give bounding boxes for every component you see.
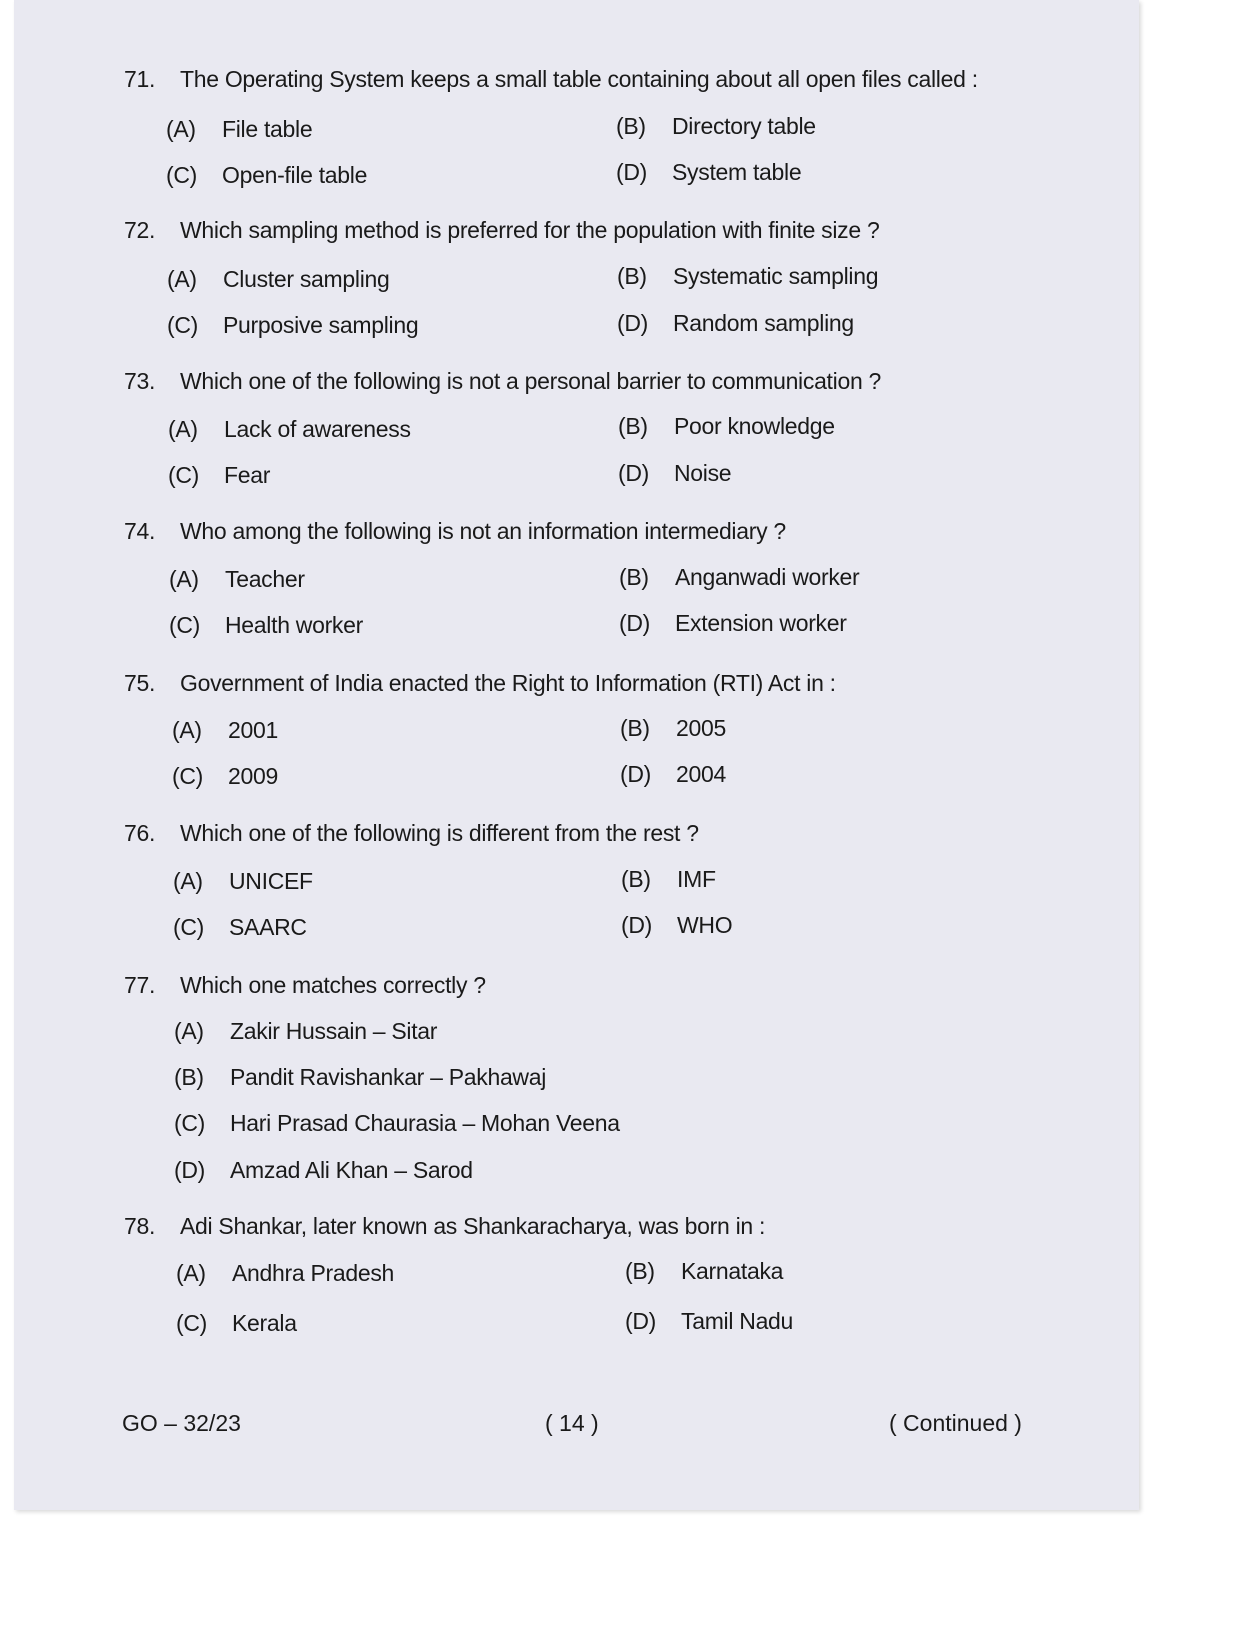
option-text: Purposive sampling (223, 312, 419, 338)
question-text: Which sampling method is preferred for the population with finite size ? (180, 217, 880, 243)
option-75-d (620, 761, 726, 788)
option-text: Extension worker (675, 610, 847, 636)
question-number: 73. (124, 368, 156, 394)
option-text: Kerala (232, 1310, 297, 1336)
option-text: 2005 (676, 715, 726, 741)
option-label: (A) (174, 1018, 204, 1044)
option-label: (A) (166, 116, 196, 142)
option-label: (D) (619, 610, 651, 636)
option-label: (A) (168, 416, 198, 442)
option-77-a (174, 1018, 437, 1045)
question-text: The Operating System keeps a small table containing about all open files called : (180, 66, 978, 92)
option-label: (C) (167, 312, 199, 338)
option-71-c (166, 162, 367, 189)
option-73-d (618, 460, 731, 487)
question-number: 78. (124, 1213, 156, 1239)
question-number: 74. (124, 518, 156, 544)
option-label: (D) (174, 1157, 206, 1183)
question-number: 76. (124, 820, 156, 846)
option-label: (A) (173, 868, 203, 894)
option-label: (D) (616, 159, 648, 185)
option-label: (D) (617, 310, 649, 336)
option-text: Open-file table (222, 162, 368, 188)
option-72-b (617, 263, 878, 290)
question-text: Which one matches correctly ? (180, 972, 486, 998)
question-text: Government of India enacted the Right to Information (RTI) Act in : (180, 670, 836, 696)
paper-code: GO – 32/23 (122, 1410, 241, 1436)
option-label: (D) (620, 761, 652, 787)
option-text: Zakir Hussain – Sitar (230, 1018, 438, 1044)
option-label: (B) (619, 564, 649, 590)
question-75 (124, 670, 836, 697)
option-label: (C) (172, 763, 204, 789)
option-label: (A) (169, 566, 199, 592)
option-text: Random sampling (673, 310, 854, 336)
option-75-b (620, 715, 726, 742)
option-78-d (625, 1308, 793, 1335)
option-label: (A) (176, 1260, 206, 1286)
option-72-c (167, 312, 418, 339)
option-71-b (616, 113, 816, 140)
question-72 (124, 217, 879, 244)
option-74-b (619, 564, 859, 591)
option-text: Cluster sampling (223, 266, 390, 292)
option-text: Pandit Ravishankar – Pakhawaj (230, 1064, 547, 1090)
question-text: Which one of the following is not a personal barrier to communication ? (180, 368, 882, 394)
option-label: (A) (172, 717, 202, 743)
option-text: SAARC (229, 914, 307, 940)
option-73-c (168, 462, 270, 489)
option-text: 2009 (228, 763, 278, 789)
option-text: Systematic sampling (673, 263, 879, 289)
option-label: (B) (616, 113, 646, 139)
option-78-a (176, 1260, 394, 1287)
question-74 (124, 518, 786, 545)
option-label: (B) (621, 866, 651, 892)
option-text: Andhra Pradesh (232, 1260, 395, 1286)
option-73-b (618, 413, 835, 440)
question-number: 72. (124, 217, 156, 243)
option-label: (C) (174, 1110, 206, 1136)
question-text: Who among the following is not an information intermediary ? (180, 518, 786, 544)
option-text: Anganwadi worker (675, 564, 860, 590)
option-label: (D) (625, 1308, 657, 1334)
option-74-a (169, 566, 305, 593)
option-75-c (172, 763, 278, 790)
option-77-d (174, 1157, 473, 1184)
option-label: (B) (618, 413, 648, 439)
option-text: Amzad Ali Khan – Sarod (230, 1157, 473, 1183)
question-number: 77. (124, 972, 156, 998)
question-number: 75. (124, 670, 156, 696)
option-text: Lack of awareness (224, 416, 411, 442)
option-text: Health worker (225, 612, 363, 638)
option-label: (B) (617, 263, 647, 289)
option-77-c (174, 1110, 620, 1137)
question-78 (124, 1213, 765, 1240)
option-72-d (617, 310, 854, 337)
option-label: (B) (174, 1064, 204, 1090)
option-label: (C) (169, 612, 201, 638)
exam-page (14, 0, 1139, 1510)
option-78-c (176, 1310, 297, 1337)
question-73 (124, 368, 881, 395)
option-75-a (172, 717, 278, 744)
option-76-d (621, 912, 732, 939)
option-71-a (166, 116, 312, 143)
option-76-a (173, 868, 313, 895)
option-label: (B) (625, 1258, 655, 1284)
page-number: ( 14 ) (545, 1410, 599, 1436)
option-74-c (169, 612, 363, 639)
option-label: (C) (168, 462, 200, 488)
option-label: (C) (173, 914, 205, 940)
option-text: Teacher (225, 566, 305, 592)
continued-label: ( Continued ) (889, 1410, 1022, 1436)
option-text: WHO (677, 912, 733, 938)
option-text: Noise (674, 460, 732, 486)
option-text: Directory table (672, 113, 816, 139)
option-label: (C) (176, 1310, 208, 1336)
option-74-d (619, 610, 847, 637)
option-73-a (168, 416, 411, 443)
question-76 (124, 820, 699, 847)
option-label: (A) (167, 266, 197, 292)
option-77-b (174, 1064, 546, 1091)
option-text: IMF (677, 866, 716, 892)
option-text: UNICEF (229, 868, 313, 894)
question-77 (124, 972, 486, 999)
option-72-a (167, 266, 390, 293)
option-text: 2001 (228, 717, 278, 743)
option-71-d (616, 159, 801, 186)
option-text: Karnataka (681, 1258, 784, 1284)
option-text: Hari Prasad Chaurasia – Mohan Veena (230, 1110, 620, 1136)
option-label: (C) (166, 162, 198, 188)
question-71 (124, 66, 978, 93)
question-text: Adi Shankar, later known as Shankaracharya, was born in : (180, 1213, 766, 1239)
option-76-c (173, 914, 307, 941)
option-text: System table (672, 159, 802, 185)
question-number: 71. (124, 66, 156, 92)
option-text: 2004 (676, 761, 726, 787)
question-text: Which one of the following is different from the rest ? (180, 820, 699, 846)
option-text: Poor knowledge (674, 413, 835, 439)
option-text: Fear (224, 462, 271, 488)
option-78-b (625, 1258, 783, 1285)
option-label: (D) (618, 460, 650, 486)
option-text: File table (222, 116, 313, 142)
option-text: Tamil Nadu (681, 1308, 794, 1334)
option-label: (B) (620, 715, 650, 741)
option-label: (D) (621, 912, 653, 938)
option-76-b (621, 866, 716, 893)
